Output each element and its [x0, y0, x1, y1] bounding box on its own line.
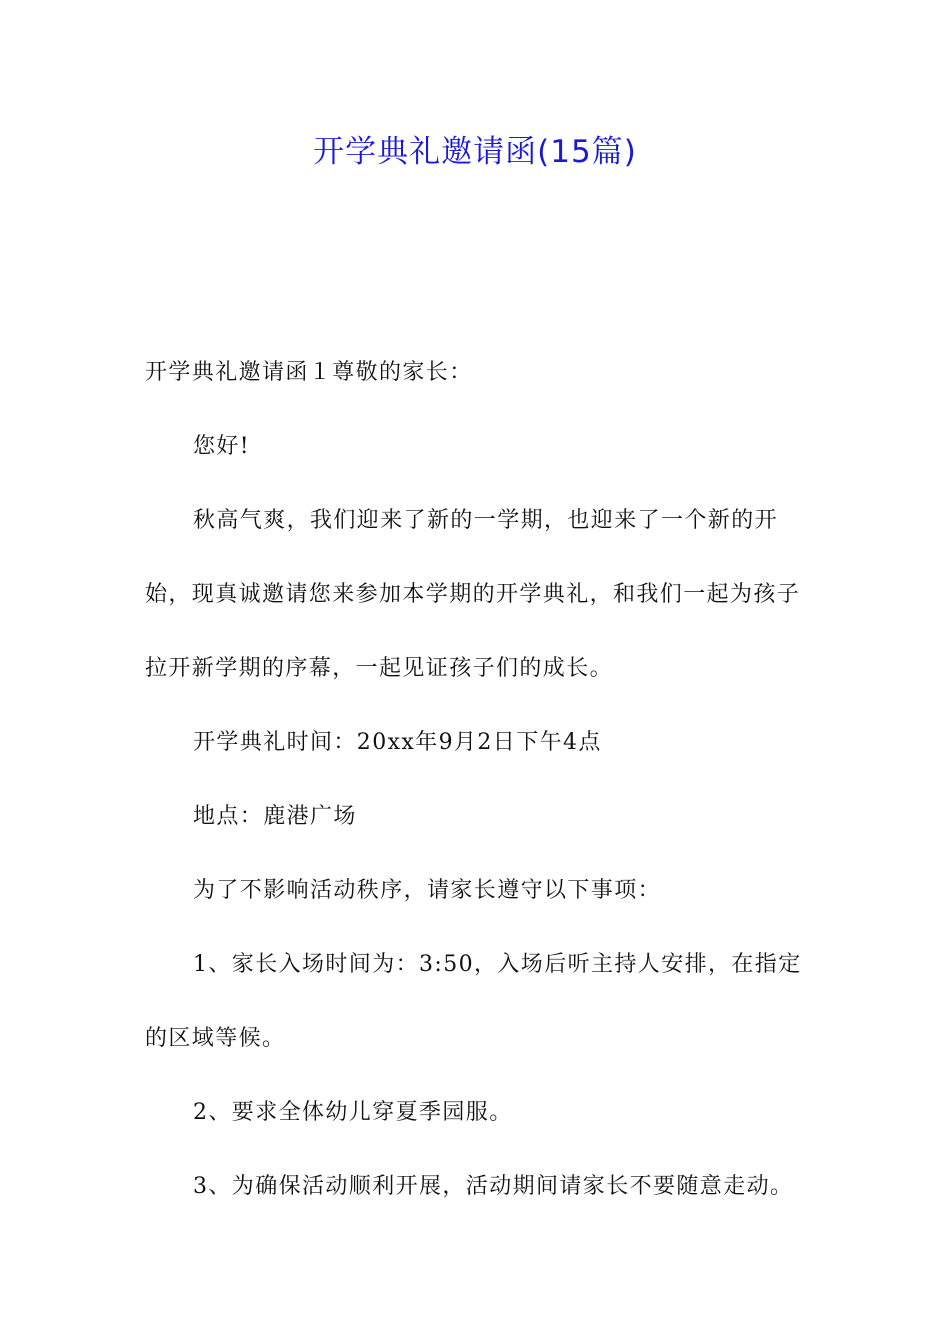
- paragraph-salutation: 开学典礼邀请函１尊敬的家长：: [145, 360, 473, 385]
- document-title: 开学典礼邀请函(15篇): [313, 134, 637, 170]
- paragraph-time: 开学典礼时间：20xx年9月2日下午4点: [193, 730, 602, 755]
- paragraph-notice-2: 2、要求全体幼儿穿夏季园服。: [193, 1100, 513, 1125]
- paragraph-notice-intro: 为了不影响活动秩序，请家长遵守以下事项：: [193, 878, 662, 903]
- paragraph-notice-3: 3、为确保活动顺利开展，活动期间请家长不要随意走动。: [193, 1174, 794, 1199]
- document-body: [145, 336, 810, 1224]
- paragraph-location: 地点：鹿港广场: [193, 804, 357, 829]
- paragraph-notice-1: 1、家长入场时间为：3:50，入场后听主持人安排，在指定的区域等候。: [145, 952, 802, 1051]
- paragraph-invitation: 秋高气爽，我们迎来了新的一学期，也迎来了一个新的开始，现真诚邀请您来参加本学期的开学典礼，和我们一起为孩子拉开新学期的序幕，一起见证孩子们的成长。: [145, 508, 801, 681]
- paragraph-greeting: 您好!: [193, 434, 251, 459]
